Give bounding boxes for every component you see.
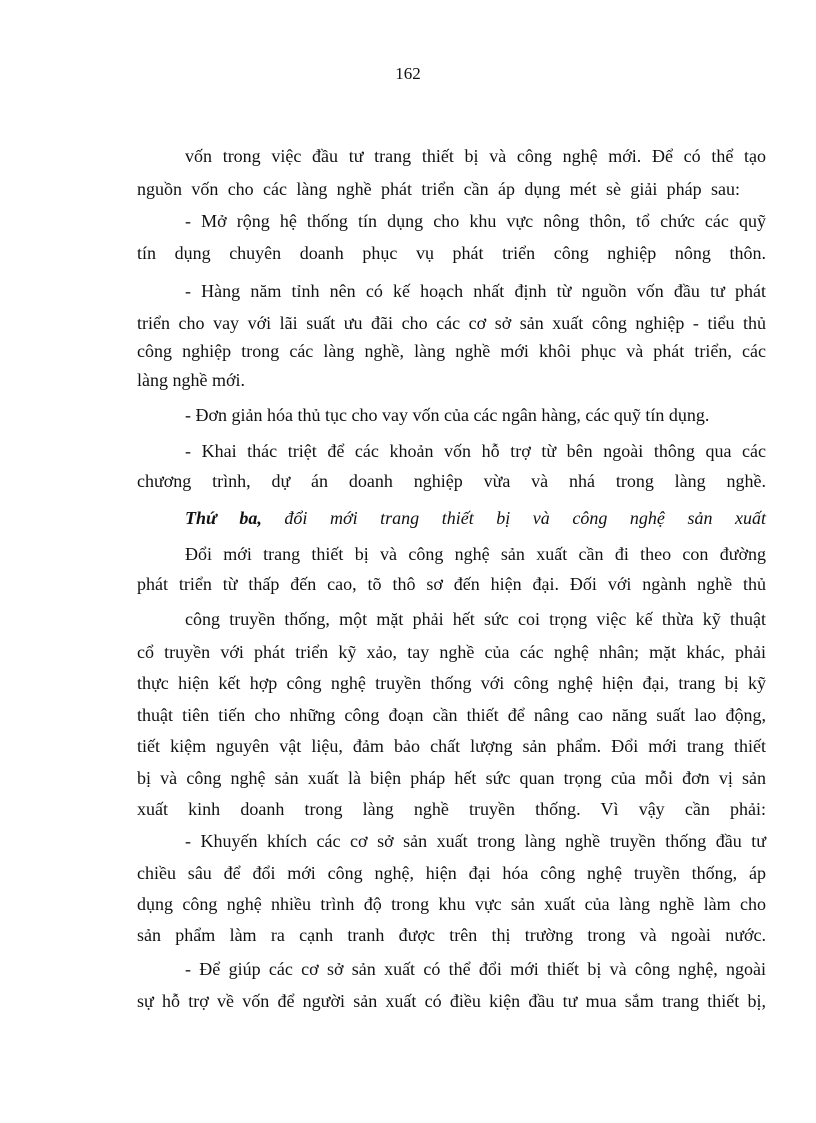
text-line: chương trình, dự án doanh nghiệp vừa và nhá trong làng nghề.	[137, 471, 766, 491]
section-heading-title: đổi mới trang thiết bị và công nghệ sản xuất	[284, 508, 767, 528]
text-line: tín dụng chuyên doanh phục vụ phát triển công nghiệp nông thôn.	[137, 243, 766, 263]
text-line: phát triển từ thấp đến cao, tõ thô sơ đến hiện đại. Đối với ngành nghề thủ	[137, 574, 766, 594]
text-line: vốn trong việc đầu tư trang thiết bị và công nghệ mới. Để có thể tạo	[185, 146, 766, 166]
text-line: - Mở rộng hệ thống tín dụng cho khu vực nông thôn, tổ chức các quỹ	[185, 211, 766, 231]
text-line: công truyền thống, một mặt phải hết sức coi trọng việc kế thừa kỹ thuật	[185, 609, 766, 629]
text-line: tiết kiệm nguyên vật liệu, đảm bảo chất lượng sản phẩm. Đổi mới trang thiết	[137, 736, 766, 756]
text-line: bị và công nghệ sản xuất là biện pháp hết sức quan trọng của mỗi đơn vị sản	[137, 768, 766, 788]
text-line: sản phẩm làm ra cạnh tranh được trên thị trường trong và ngoài nước.	[137, 925, 766, 945]
text-line: chiều sâu để đổi mới công nghệ, hiện đại hóa công nghệ truyền thống, áp	[137, 863, 766, 883]
text-line: xuất kinh doanh trong làng nghề truyền thống. Vì vậy cần phải:	[137, 799, 766, 819]
text-line: công nghiệp trong các làng nghề, làng nghề mới khôi phục và phát triển, các	[137, 341, 766, 361]
text-line: sự hỗ trợ về vốn để người sản xuất có điều kiện đầu tư mua sắm trang thiết bị,	[137, 991, 766, 1011]
text-line: nguồn vốn cho các làng nghề phát triển cần áp dụng mét sè giải pháp sau:	[137, 179, 740, 199]
text-line: Đổi mới trang thiết bị và công nghệ sản xuất cần đi theo con đường	[185, 544, 766, 564]
section-heading	[185, 507, 766, 529]
text-line: cổ truyền với phát triển kỹ xảo, tay nghề của các nghệ nhân; mặt khác, phải	[137, 642, 766, 662]
text-line: - Để giúp các cơ sở sản xuất có thể đổi mới thiết bị và công nghệ, ngoài	[185, 959, 766, 979]
text-line: - Khai thác triệt để các khoản vốn hỗ trợ từ bên ngoài thông qua các	[185, 441, 766, 461]
text-line: triển cho vay với lãi suất ưu đãi cho các cơ sở sản xuất công nghiệp - tiểu thủ	[137, 313, 766, 333]
text-line: - Khuyến khích các cơ sở sản xuất trong làng nghề truyền thống đầu tư	[185, 831, 766, 851]
text-line: - Đơn giản hóa thủ tục cho vay vốn của các ngân hàng, các quỹ tín dụng.	[185, 405, 710, 425]
text-line: thuật tiên tiến cho những công đoạn cần thiết để nâng cao năng suất lao động,	[137, 705, 766, 725]
text-line: - Hàng năm tỉnh nên có kế hoạch nhất định từ nguồn vốn đầu tư phát	[185, 281, 766, 301]
text-line: làng nghề mới.	[137, 370, 245, 390]
page-number: 162	[395, 64, 421, 83]
text-line: dụng công nghệ nhiều trình độ trong khu vực sản xuất của làng nghề làm cho	[137, 894, 766, 914]
text-line: thực hiện kết hợp công nghệ truyền thống với công nghệ hiện đại, trang bị kỹ	[137, 673, 766, 693]
section-heading-lead: Thứ ba,	[185, 508, 262, 528]
